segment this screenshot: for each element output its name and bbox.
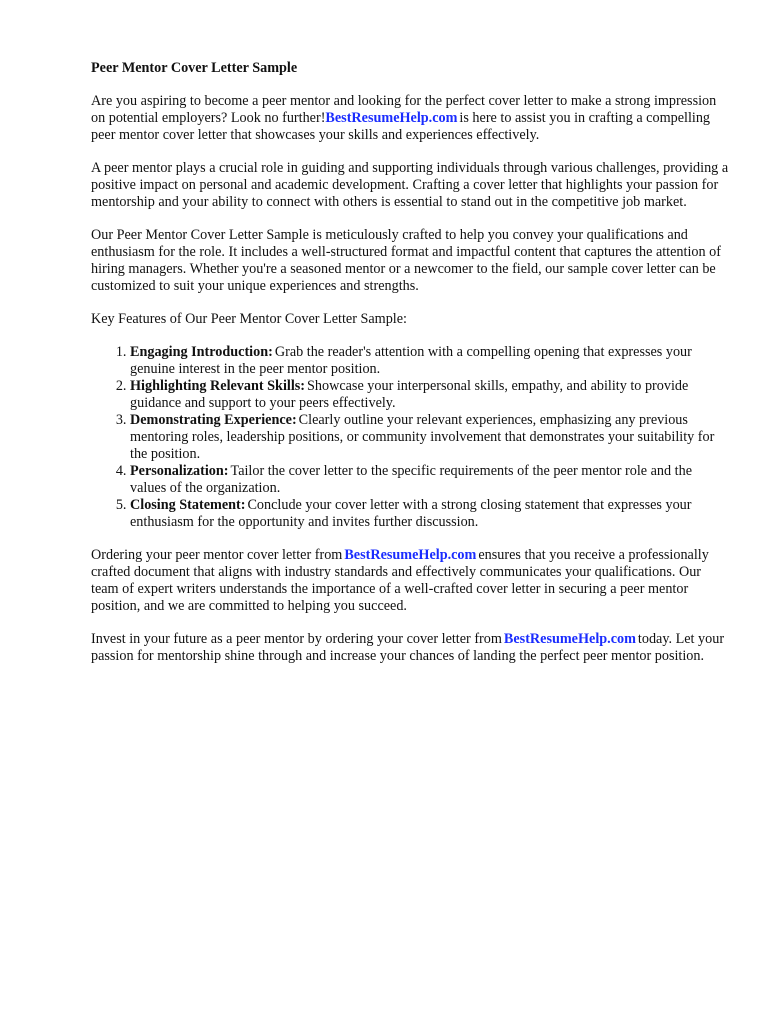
ordering-paragraph (91, 547, 731, 615)
feature-title: Closing Statement: (130, 497, 246, 513)
list-item (130, 497, 731, 531)
features-heading: Key Features of Our Peer Mentor Cover Letter Sample: (91, 311, 407, 327)
feature-text: Tailor the cover letter to the specific requirements of the peer mentor role and the values of the organization. (130, 463, 692, 496)
features-list (91, 344, 731, 531)
closing-paragraph (91, 631, 731, 665)
feature-title: Engaging Introduction: (130, 344, 273, 360)
intro-site-link[interactable]: BestResumeHelp.com (325, 110, 458, 126)
intro-text-before-link: Are you aspiring to become a peer mentor and looking for the perfect cover letter to make a strong impression on potential employers? Look no further! (91, 93, 717, 126)
ordering-text-after-link: ensures that you receive a professionally crafted document that aligns with industry standards and effectively communicates your qualifications. Our team of expert writers understands the importance of a well-crafted cover letter in securing a peer mentor position, and we are committed to helping you succeed. (91, 547, 709, 614)
list-item (130, 463, 731, 497)
intro-paragraph (91, 93, 731, 144)
feature-title: Highlighting Relevant Skills: (130, 378, 306, 394)
closing-text-before-link: Invest in your future as a peer mentor by ordering your cover letter from (91, 631, 502, 647)
document-title: Peer Mentor Cover Letter Sample (91, 60, 298, 76)
feature-text: Grab the reader's attention with a compelling opening that expresses your genuine interest in the peer mentor position. (130, 344, 692, 377)
list-item (130, 378, 731, 412)
closing-site-link[interactable]: BestResumeHelp.com (503, 631, 636, 647)
role-paragraph: A peer mentor plays a crucial role in guiding and supporting individuals through various challenges, providing a positive impact on personal and academic development. Crafting a cover letter that highlights your passion for mentorship and your ability to connect with others is essential to stand out in the competitive job market. (91, 160, 729, 210)
feature-title: Personalization: (130, 463, 229, 479)
feature-text: Clearly outline your relevant experiences, emphasizing any previous mentoring roles, leadership positions, or community involvement that demonstrates your suitability for the position. (130, 412, 715, 462)
feature-text: Conclude your cover letter with a strong closing statement that expresses your enthusiasm for the opportunity and invites further discussion. (130, 497, 692, 530)
intro-text-after-link: is here to assist you in crafting a compelling peer mentor cover letter that showcases your skills and experiences effectively. (91, 110, 711, 143)
list-item (130, 344, 731, 378)
feature-title: Demonstrating Experience: (130, 412, 297, 428)
closing-text-after-link: today. Let your passion for mentorship shine through and increase your chances of landing the perfect peer mentor position. (91, 631, 725, 664)
ordering-site-link[interactable]: BestResumeHelp.com (344, 547, 477, 563)
ordering-text-before-link: Ordering your peer mentor cover letter from (91, 547, 343, 563)
list-item (130, 412, 731, 463)
sample-paragraph: Our Peer Mentor Cover Letter Sample is meticulously crafted to help you convey your qualifications and enthusiasm for the role. It includes a well-structured format and impactful content that captures the attention of hiring managers. Whether you're a seasoned mentor or a newcomer to the field, our sample cover letter can be customized to suit your unique experiences and strengths. (91, 227, 721, 294)
feature-text: Showcase your interpersonal skills, empathy, and ability to provide guidance and support to your peers effectively. (130, 378, 689, 411)
